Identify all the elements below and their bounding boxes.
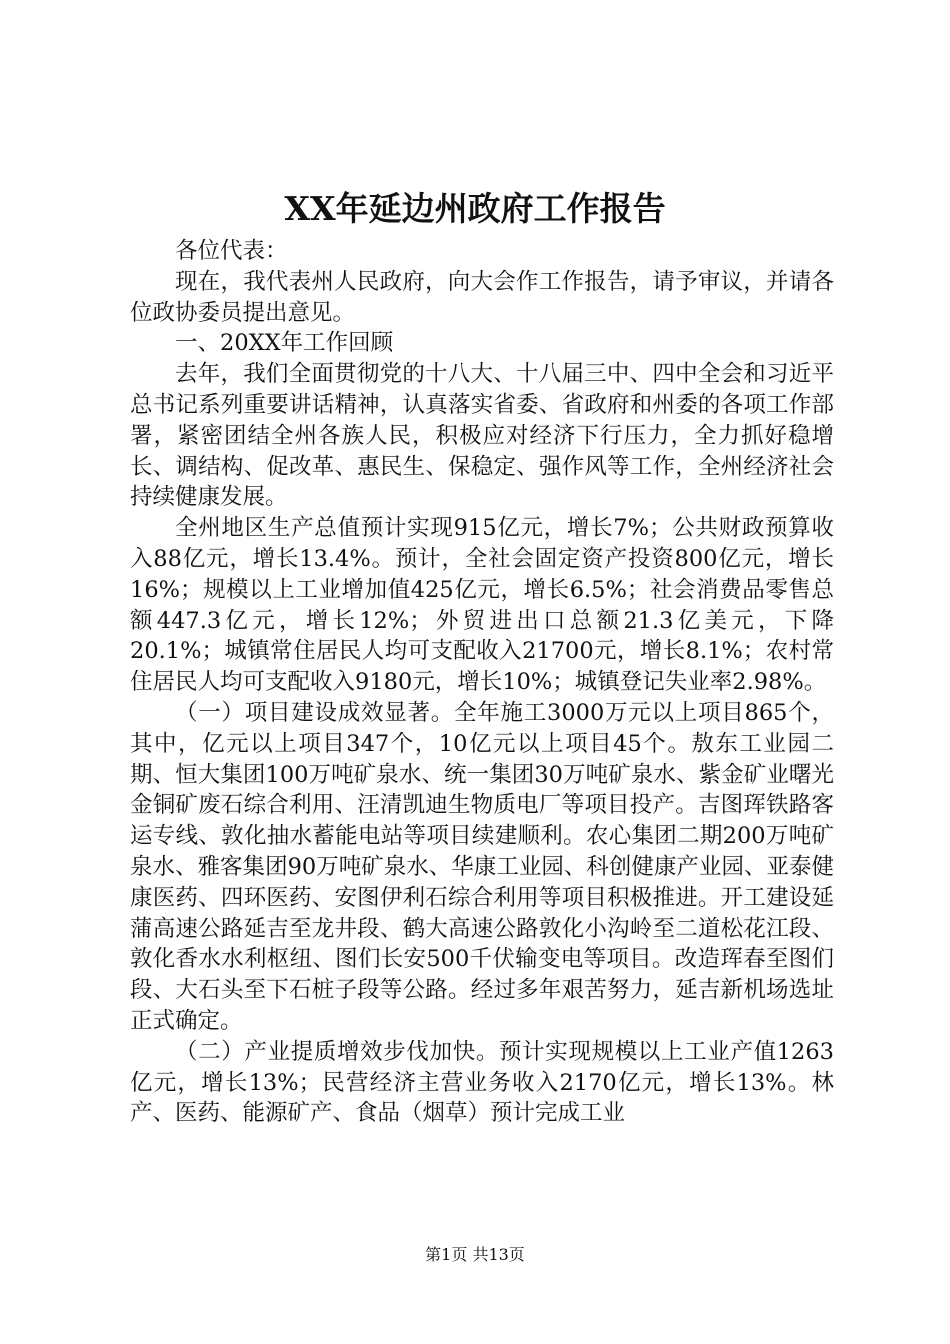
projects-paragraph: （一）项目建设成效显著。全年施工3000万元以上项目865个，其中，亿元以上项目347个，10亿元以上项目45个。敖东工业园二期、恒大集团100万吨矿泉水、统一集团30万吨矿泉水、紫金矿业曙光金铜矿废石综合利用、汪清凯迪生物质电厂等项目投产。吉图珲铁路客运专线、敦化抽水蓄能电站等项目续建顺利。农心集团二期200万吨矿泉水、雅客集团90万吨矿泉水、华康工业园、科创健康产业园、亚泰健康医药、四环医药、安图伊利石综合利用等项目积极推进。开工建设延蒲高速公路延吉至龙井段、鹤大高速公路敦化小沟岭至二道松花江段、敦化香水水利枢纽、图们长安500千伏输变电等项目。改造珲春至图们段、大石头至下石桩子段等公路。经过多年艰苦努力，延吉新机场选址正式确定。 xyxy=(130,699,834,1034)
page-number-footer: 第1页 共13页 xyxy=(425,1245,525,1264)
section-heading: 一、20XX年工作回顾 xyxy=(175,330,394,357)
review-paragraph: 去年，我们全面贯彻党的十八大、十八届三中、四中全会和习近平总书记系列重要讲话精神，认真落实省委、省政府和州委的各项工作部署，紧密团结全州各族人民，积极应对经济下行压力，全力抓好稳增长、调结构、促改革、惠民生、保稳定、强作风等工作，全州经济社会持续健康发展。 xyxy=(130,361,834,511)
opening-paragraph: 现在，我代表州人民政府，向大会作工作报告，请予审议，并请各位政协委员提出意见。 xyxy=(130,268,834,326)
document-body xyxy=(130,236,834,1129)
salutation: 各位代表： xyxy=(175,238,288,264)
industry-paragraph: （二）产业提质增效步伐加快。预计实现规模以上工业产值1263亿元，增长13%；民营经济主营业务收入2170亿元，增长13%。林产、医药、能源矿产、食品（烟草）预计完成工业 xyxy=(130,1038,834,1127)
document-title: XX年延边州政府工作报告 xyxy=(284,189,666,228)
statistics-paragraph: 全州地区生产总值预计实现915亿元，增长7%；公共财政预算收入88亿元，增长13.4%。预计，全社会固定资产投资800亿元，增长16%；规模以上工业增加值425亿元，增长6.5%；社会消费品零售总额447.3亿元，增长12%；外贸进出口总额21.3亿美元，下降20.1%；城镇常住居民人均可支配收入21700元，增长8.1%；农村常住居民人均可支配收入9180元，增长10%；城镇登记失业率2.98%。 xyxy=(130,515,834,696)
